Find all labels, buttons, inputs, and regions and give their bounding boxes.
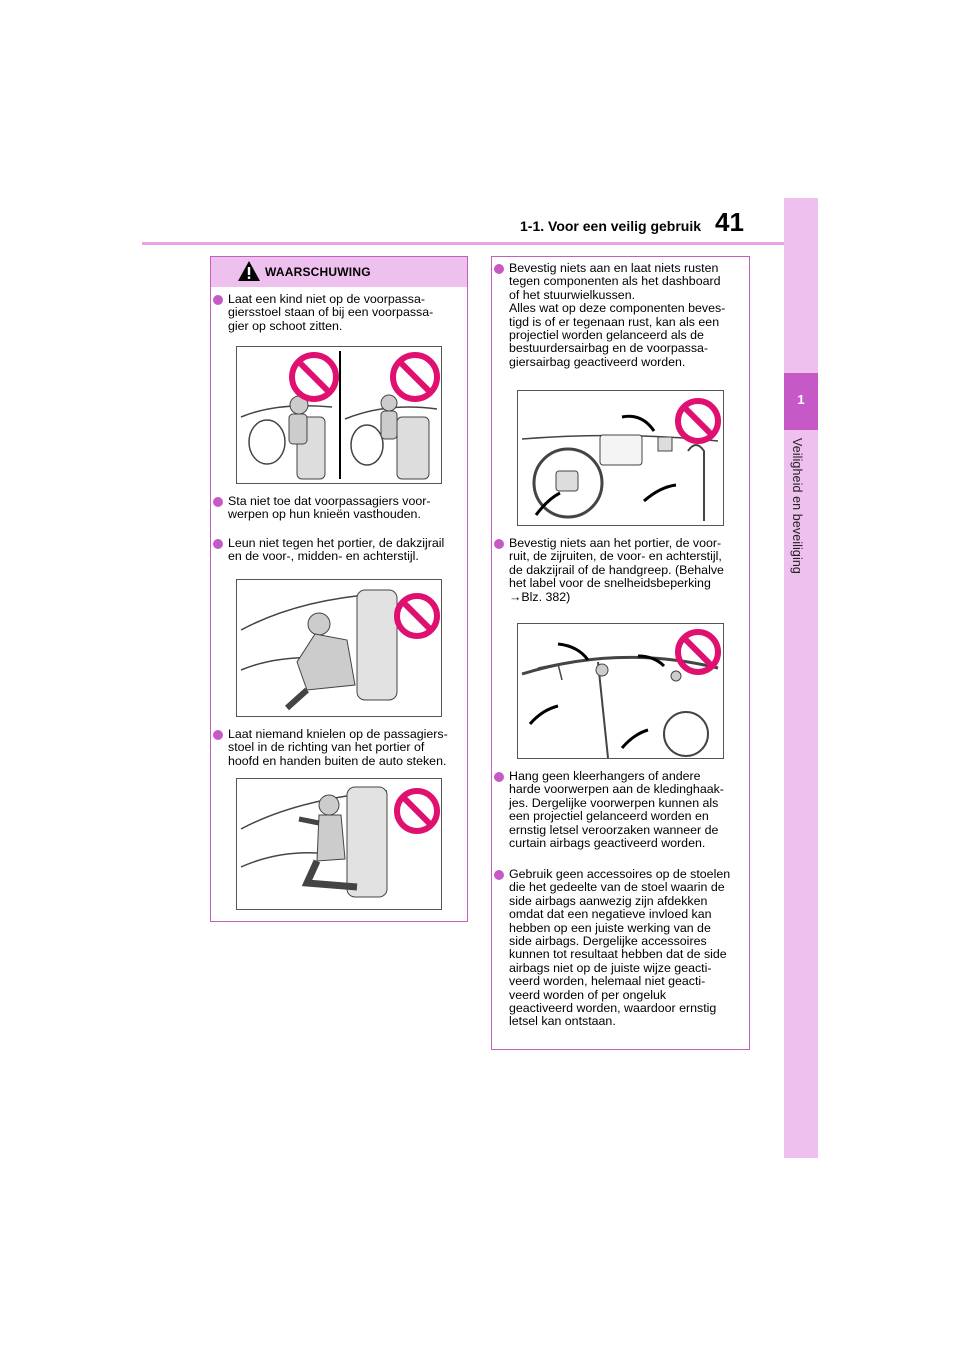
bullet-dot-icon bbox=[494, 539, 504, 549]
illustration-dashboard bbox=[517, 390, 724, 526]
bullet-dot-icon bbox=[213, 539, 223, 549]
warning-bullet-text: Leun niet tegen het portier, de dakzijrail en de voor-, midden- en achterstijl. bbox=[228, 536, 445, 564]
chapter-label: Veiligheid en beveiliging bbox=[790, 438, 804, 574]
warning-bullet-3 bbox=[213, 537, 463, 564]
warning-bullet-2 bbox=[213, 495, 463, 522]
warning-header bbox=[211, 257, 467, 287]
warning-triangle-icon bbox=[237, 260, 261, 282]
continued-bullet-3 bbox=[494, 770, 746, 850]
side-tab bbox=[784, 198, 818, 1158]
prohibition-sign-icon bbox=[678, 401, 718, 441]
continued-bullet-text: Bevestig niets aan het portier, de voor- ruit, de zijruiten, de voor- en achterstijl, de dakzijrail of de handgreep. (Behalve het label voor de snelheidsbeperking →Blz. 382) bbox=[509, 536, 724, 604]
chapter-number: 1 bbox=[797, 392, 805, 407]
bullet-dot-icon bbox=[494, 870, 504, 880]
continued-bullet-text: Bevestig niets aan en laat niets rusten tegen componenten als het dashboard of het stuurwielkussen. Alles wat op deze componenten beves- tigd is of er tegenaan rust, kan als een projectiel worden gelanceerd als de bestuurdersairbag en de voorpassa- giersairbag geactiveerd worden. bbox=[509, 261, 726, 369]
continued-bullet-2 bbox=[494, 537, 746, 604]
continued-bullet-text: Gebruik geen accessoires op de stoelen die het gedeelte van de stoel waarin de side airbags aanwezig zijn afdekken omdat dat een negatieve invloed kan hebben op een juiste werking van de side airbags. Dergelijke accessoires kunnen tot resultaat hebben dat de side airbags niet op de juiste wijze geacti- veerd worden, helemaal niet geacti- veerd worden of per ongeluk geactiveerd worden, waardoor ernstig letsel kan ontstaan. bbox=[509, 867, 731, 1029]
warning-bullet-text: Sta niet toe dat voorpassagiers voor- werpen op hun knieën vasthouden. bbox=[228, 494, 431, 522]
header-rule bbox=[142, 242, 790, 245]
prohibition-sign-icon bbox=[397, 596, 437, 636]
bullet-dot-icon bbox=[494, 772, 504, 782]
warning-bullet-1 bbox=[213, 293, 463, 333]
illustration-leaning-on-door bbox=[236, 579, 442, 717]
continued-bullet-4 bbox=[494, 868, 746, 1029]
prohibition-sign-icon bbox=[678, 632, 718, 672]
continued-bullet-1 bbox=[494, 262, 746, 369]
bullet-dot-icon bbox=[213, 497, 223, 507]
section-title: 1-1. Voor een veilig gebruik bbox=[520, 218, 702, 234]
illustration-child-on-seat bbox=[236, 346, 442, 484]
warning-bullet-4 bbox=[213, 728, 463, 768]
page-number: 41 bbox=[715, 207, 744, 237]
illustration-kneeling-on-seat bbox=[236, 778, 442, 910]
bullet-dot-icon bbox=[213, 295, 223, 305]
warning-title: WAARSCHUWING bbox=[265, 265, 371, 279]
warning-bullet-text: Laat een kind niet op de voorpassa- giersstoel staan of bij een voorpassa- gier op schoot zitten. bbox=[228, 292, 434, 333]
prohibition-sign-icon bbox=[292, 355, 336, 399]
continued-bullet-text: Hang geen kleerhangers of andere harde voorwerpen aan de kledinghaak- jes. Dergelijke voorwerpen kunnen als een projectiel gelanceerd worden en ernstig letsel veroorzaken wanneer de curtain airbags geactiveerd worden. bbox=[509, 769, 724, 851]
prohibition-sign-icon bbox=[397, 791, 437, 831]
warning-bullet-text: Laat niemand knielen op de passagiers- stoel in de richting van het portier of hoofd en handen buiten de auto steken. bbox=[228, 727, 448, 768]
illustration-door-pillars bbox=[517, 623, 724, 759]
bullet-dot-icon bbox=[494, 264, 504, 274]
prohibition-sign-icon bbox=[393, 355, 437, 399]
bullet-dot-icon bbox=[213, 730, 223, 740]
